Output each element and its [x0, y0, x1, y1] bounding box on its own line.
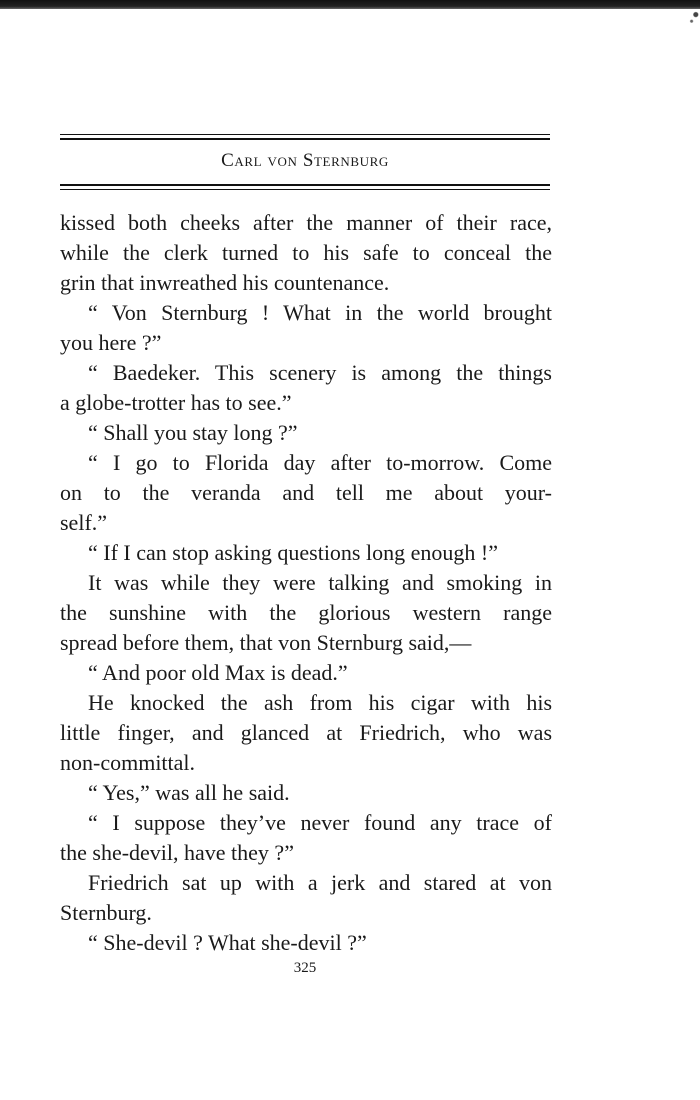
text-line: a globe-trotter has to see.”	[60, 390, 292, 415]
text-line: “ Baedeker. This scenery is among the things	[88, 360, 552, 385]
corner-ink-mark	[686, 8, 700, 30]
text-line: grin that inwreathed his countenance.	[60, 270, 390, 295]
text-line: you here ?”	[60, 330, 162, 355]
header-rule-top	[60, 134, 550, 140]
text-line: the she-devil, have they ?”	[60, 840, 294, 865]
text-line: Friedrich sat up with a jerk and stared at von	[88, 870, 552, 895]
text-line: kissed both cheeks after the manner of their race,	[60, 210, 552, 235]
text-line: spread before them, that von Sternburg said,—	[60, 630, 472, 655]
text-line: the sunshine with the glorious western range	[60, 600, 552, 625]
text-line: “ If I can stop asking questions long enough !”	[88, 540, 498, 565]
text-line: “ And poor old Max is dead.”	[88, 660, 348, 685]
text-line: “ She-devil ? What she-devil ?”	[88, 930, 367, 955]
page-top-edge-shadow	[0, 0, 700, 9]
running-head: Carl von Sternburg	[221, 150, 389, 171]
text-line: “ I suppose they’ve never found any trace of	[88, 810, 552, 835]
text-line: “ I go to Florida day after to-morrow. Come	[88, 450, 552, 475]
text-line: “ Von Sternburg ! What in the world brought	[88, 300, 552, 325]
header-rule-bottom	[60, 184, 550, 190]
page-number: 325	[293, 960, 317, 976]
text-line: little finger, and glanced at Friedrich, who was	[60, 720, 552, 745]
text-line: on to the veranda and tell me about your-	[60, 480, 552, 505]
text-line: “ Yes,” was all he said.	[88, 780, 290, 805]
text-line: while the clerk turned to his safe to conceal the	[60, 240, 552, 265]
text-line: non-committal.	[60, 750, 196, 775]
text-line: It was while they were talking and smoking in	[88, 570, 552, 595]
text-line: Sternburg.	[60, 900, 152, 925]
text-line: self.”	[60, 510, 108, 535]
text-line: He knocked the ash from his cigar with his	[88, 690, 552, 715]
body-text	[60, 208, 552, 958]
text-line: “ Shall you stay long ?”	[88, 420, 298, 445]
